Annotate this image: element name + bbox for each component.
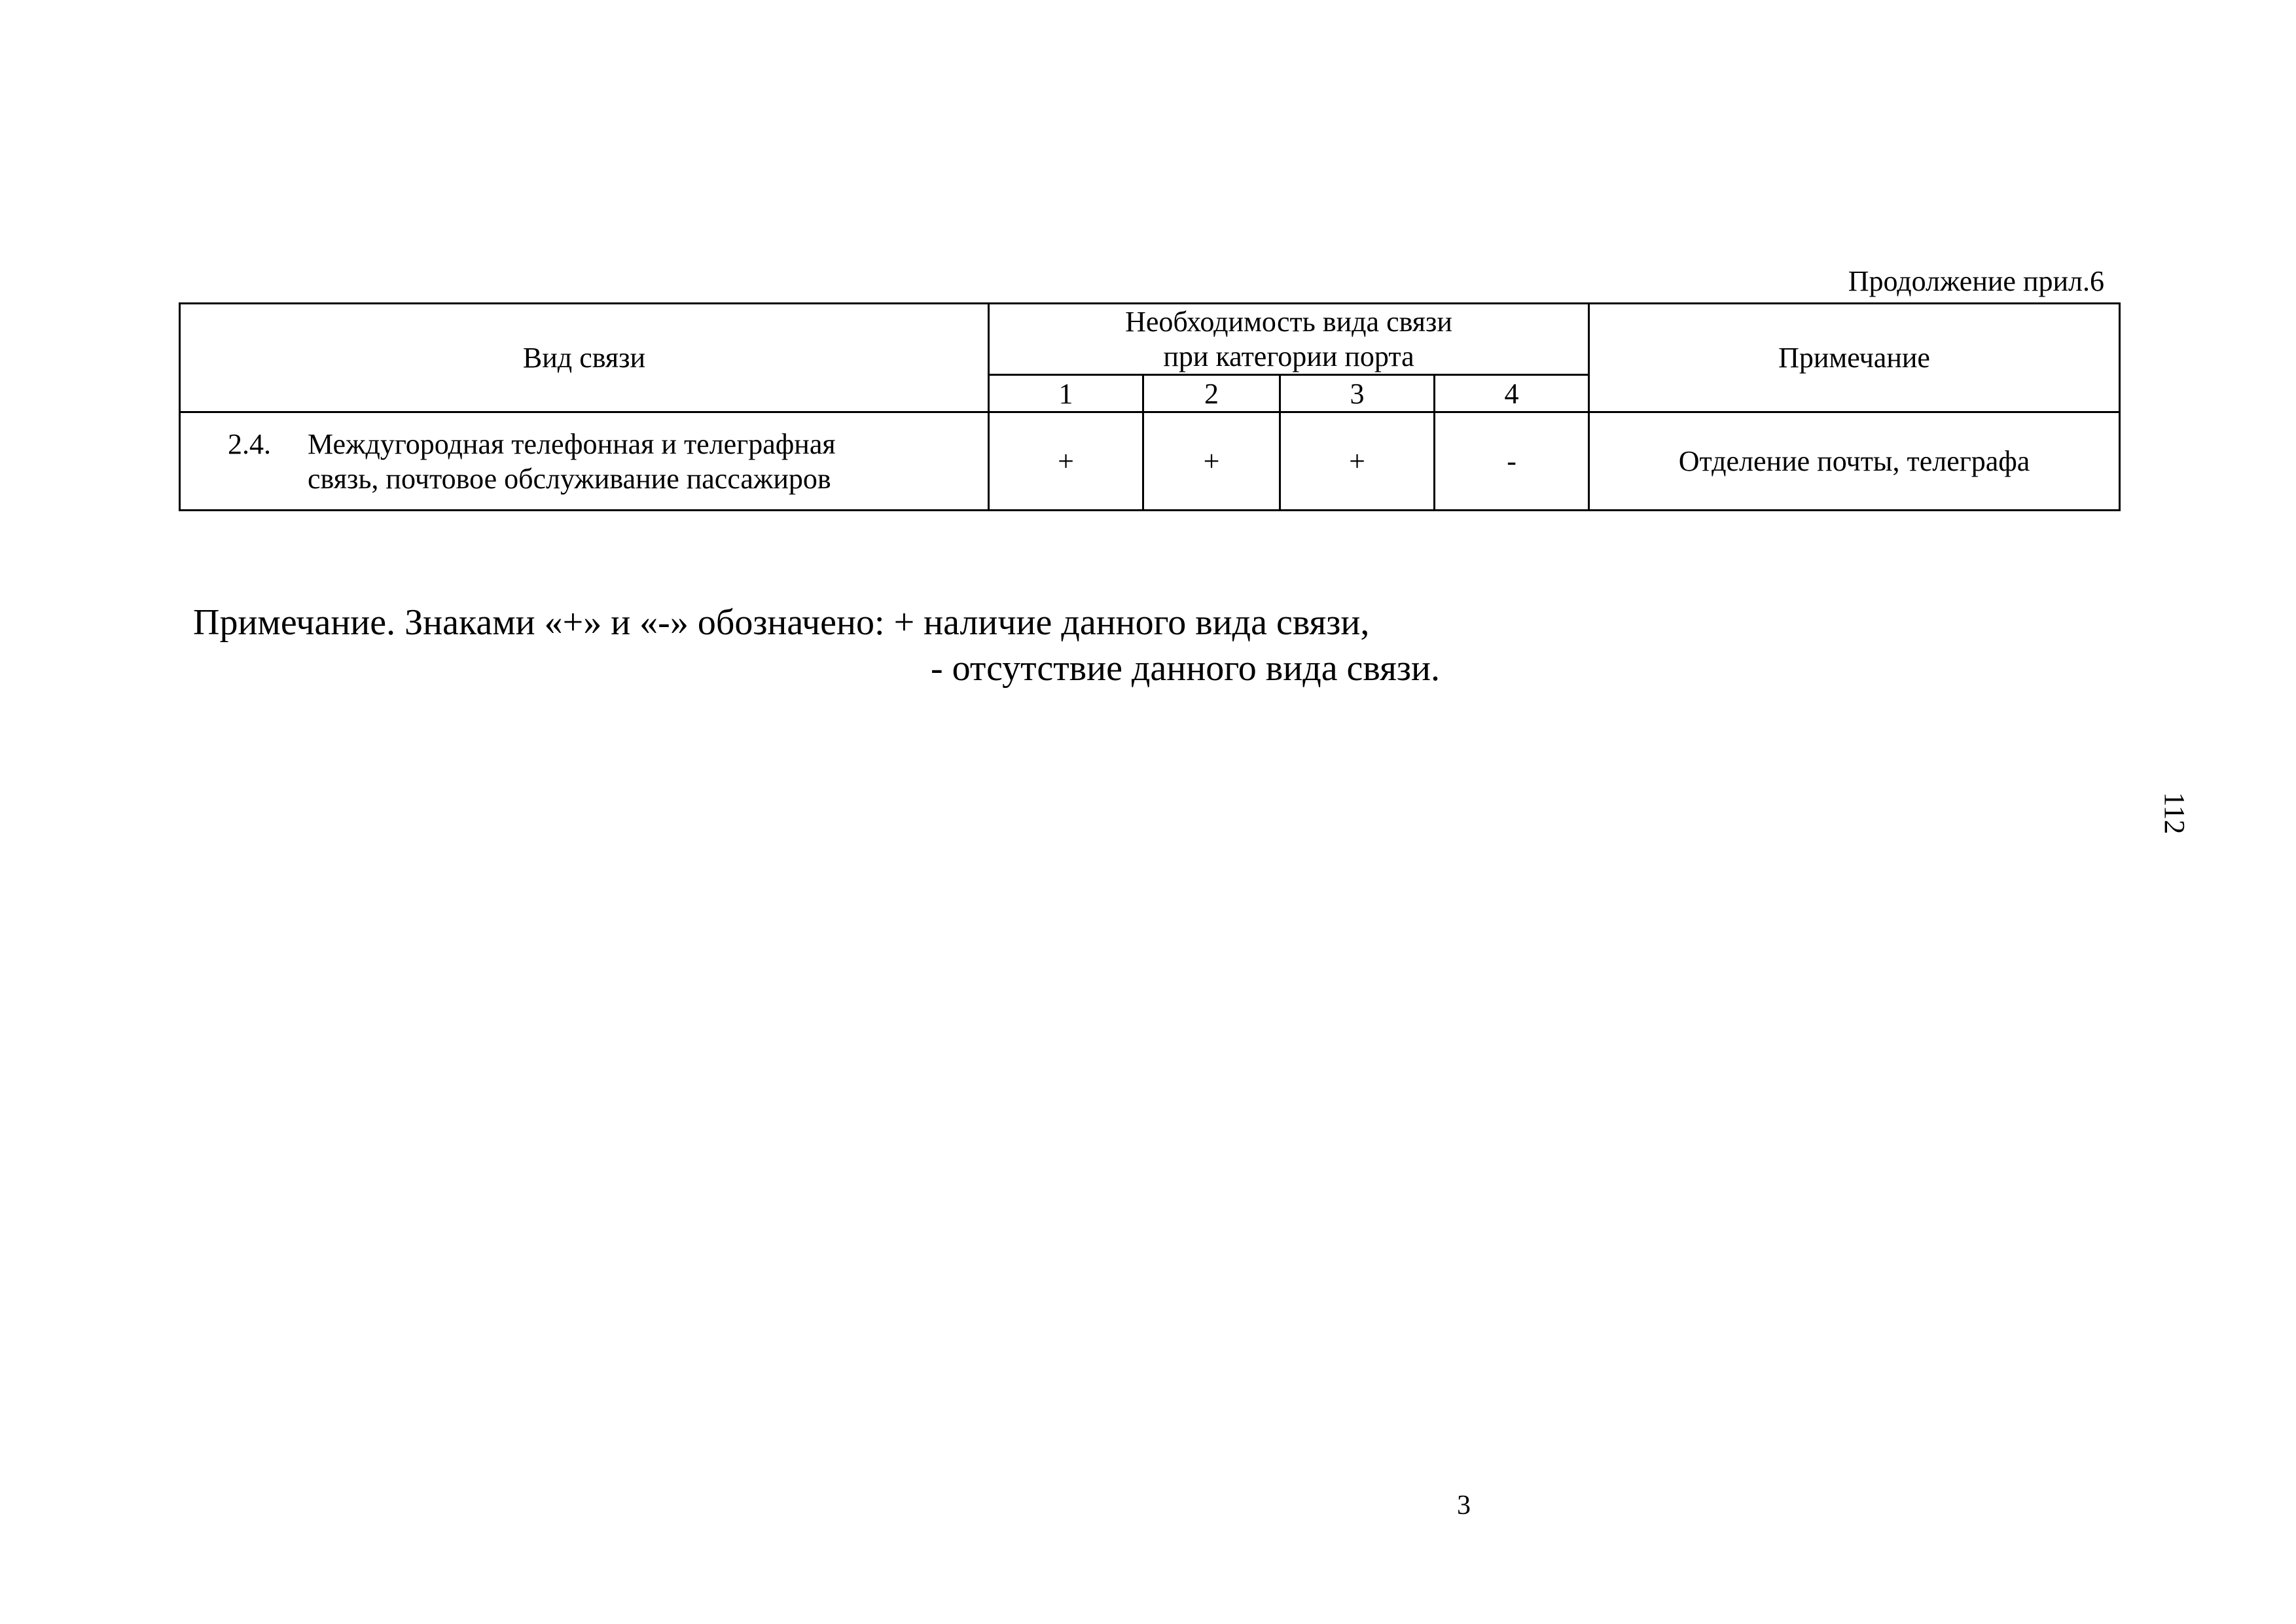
mark-category-2: + (1143, 412, 1280, 511)
header-note: Примечание (1778, 342, 1930, 374)
row-note: Отделение почты, телеграфа (1589, 412, 2120, 511)
footnote-line2: - отсутствие данного вида связи. (931, 648, 1440, 689)
category-2: 2 (1143, 375, 1280, 412)
header-type: Вид связи (522, 342, 646, 374)
header-note-cell (1589, 304, 2120, 412)
footnote (193, 600, 1440, 691)
table-row (180, 412, 2120, 511)
mark-category-1: + (989, 412, 1143, 511)
row-text-line1: Междугородная телефонная и телеграфная (308, 427, 836, 460)
category-3: 3 (1280, 375, 1435, 412)
mark-category-3: + (1280, 412, 1435, 511)
table-header-row (180, 304, 2120, 375)
header-need-line2: при категории порта (1163, 340, 1414, 372)
side-page-number: 112 (2159, 792, 2191, 835)
header-type-cell (180, 304, 989, 412)
row-number: 2.4. (228, 427, 271, 460)
mark-category-4: - (1435, 412, 1589, 511)
category-4: 4 (1435, 375, 1589, 412)
continuation-label: Продолжение прил.6 (1848, 265, 2104, 297)
header-need-line1: Необходимость вида связи (1125, 306, 1452, 338)
page-number: 3 (1457, 1490, 1471, 1521)
footnote-line1: Примечание. Знаками «+» и «-» обозначено: + наличие данного вида связи, (193, 602, 1370, 643)
category-1: 1 (989, 375, 1143, 412)
header-need-cell (989, 304, 1589, 375)
row-type-cell (180, 412, 989, 511)
row-text-line2: связь, почтовое обслуживание пассажиров (308, 462, 831, 495)
communication-table (179, 302, 2121, 511)
